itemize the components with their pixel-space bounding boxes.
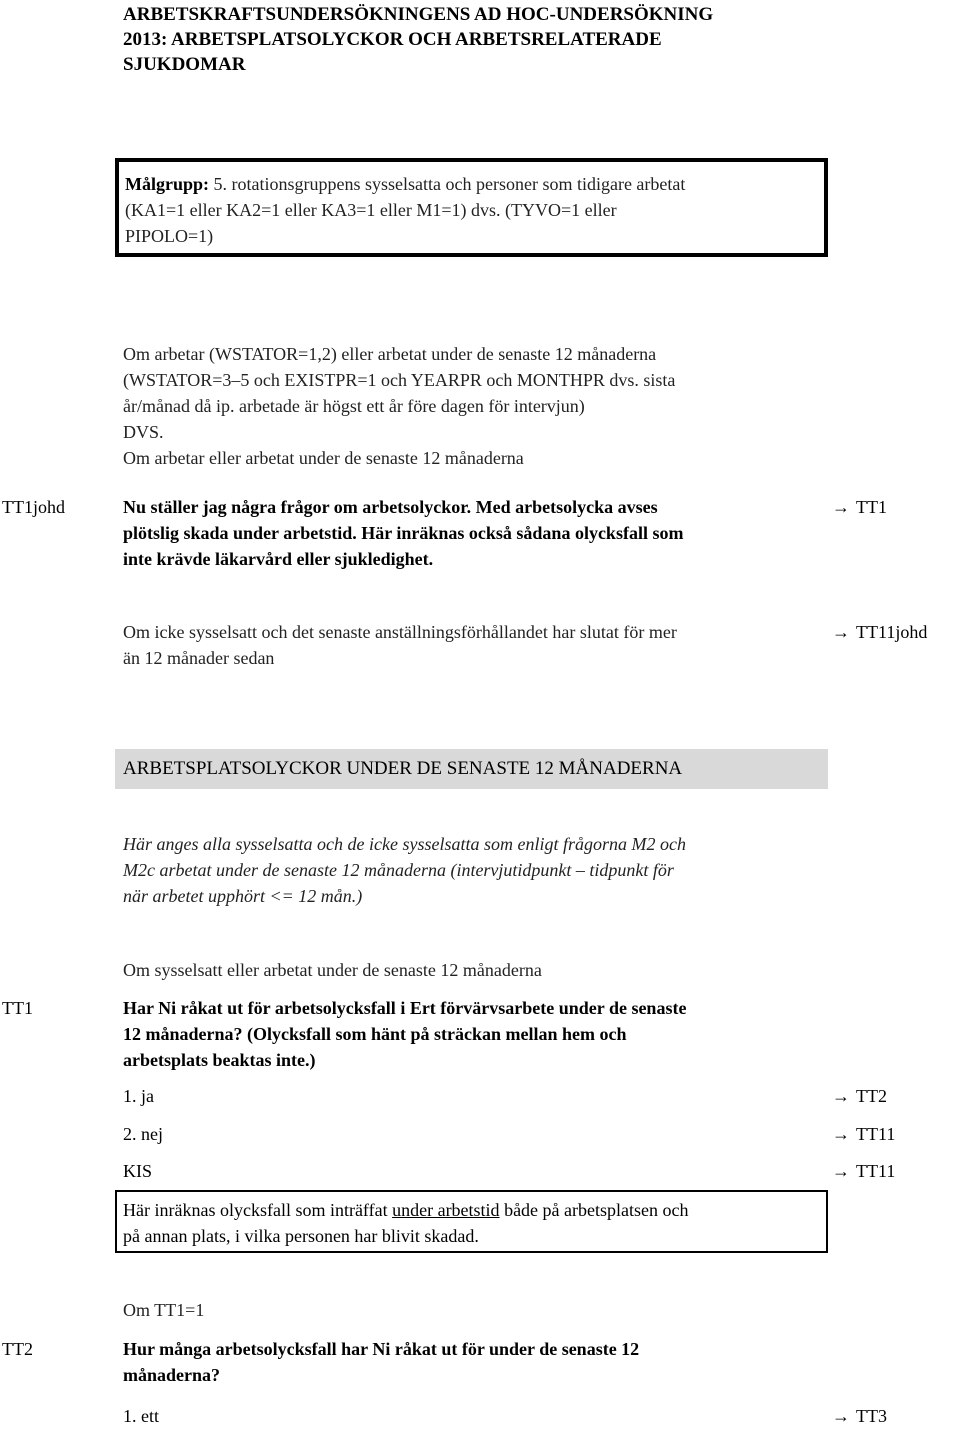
arrow-right-icon: →: [832, 1086, 850, 1106]
tt1johd-line-1: Nu ställer jag några frågor om arbetsolyckor. Med arbetsolycka avses: [123, 497, 658, 517]
section-note-line-1: Här anges alla sysselsatta och de icke sysselsatta som enligt frågorna M2 och: [123, 834, 686, 854]
tt1-option-3-route-target: TT11: [856, 1161, 896, 1181]
arrow-right-icon: →: [832, 1124, 850, 1144]
arrow-right-icon: →: [832, 1406, 850, 1426]
target-label: Målgrupp:: [125, 174, 210, 194]
title-line-2: 2013: ARBETSPLATSOLYCKOR OCH ARBETSRELATERADE: [123, 29, 662, 50]
tt1-option-2: 2. nej: [123, 1124, 163, 1144]
tt2-question-line-2: månaderna?: [123, 1365, 221, 1385]
tt1-option-1-route: [832, 1083, 887, 1109]
condition-b-line-1: Om icke sysselsatt och det senaste anställningsförhållandet har slutat för mer: [123, 622, 677, 642]
arrow-right-icon: →: [832, 622, 850, 642]
condition-b: [123, 619, 823, 671]
target-group-box: [115, 158, 828, 257]
target-line-3: PIPOLO=1): [125, 226, 214, 246]
tt1-option-3-route: [832, 1158, 895, 1184]
tt1-instruction-underlined: under arbetstid: [392, 1200, 500, 1220]
title-line-3: SJUKDOMAR: [123, 54, 246, 75]
tt1-instruction-line-1: [123, 1197, 826, 1223]
arrow-right-icon: →: [832, 1161, 850, 1181]
condition-a-line-5: Om arbetar eller arbetat under de senaste 12 månaderna: [123, 448, 524, 468]
tt1-option-3: KIS: [123, 1161, 153, 1181]
section-note-line-3: när arbetet upphört <= 12 mån.): [123, 886, 363, 906]
condition-a: [123, 341, 823, 471]
tt1-option-1: 1. ja: [123, 1086, 154, 1106]
tt1-question-line-1: Har Ni råkat ut för arbetsolycksfall i Ert förvärvsarbete under de senaste: [123, 998, 687, 1018]
section-heading: ARBETSPLATSOLYCKOR UNDER DE SENASTE 12 MÅNADERNA: [115, 749, 828, 789]
tt1-instruction-pre: Här inräknas olycksfall som inträffat: [123, 1200, 393, 1220]
target-line-2: (KA1=1 eller KA2=1 eller KA3=1 eller M1=1) dvs. (TYVO=1 eller: [125, 200, 617, 220]
tt1-instruction-post: både på arbetsplatsen och: [499, 1200, 689, 1220]
tt2-option-1: 1. ett: [123, 1406, 159, 1426]
tt2-question-line-1: Hur många arbetsolycksfall har Ni råkat ut för under de senaste 12: [123, 1339, 640, 1359]
tt1-question-line-3: arbetsplats beaktas inte.): [123, 1050, 316, 1070]
tt1-option-2-route-target: TT11: [856, 1124, 896, 1144]
section-note: [123, 831, 823, 909]
tt1johd-line-2: plötslig skada under arbetstid. Här inräknas också sådana olycksfall som: [123, 523, 684, 543]
tt2-code: TT2: [2, 1339, 33, 1359]
title-line-1: ARBETSKRAFTSUNDERSÖKNINGENS AD HOC-UNDERSÖKNING: [123, 4, 714, 25]
tt2-condition: Om TT1=1: [123, 1300, 205, 1320]
section-note-line-2: M2c arbetat under de senaste 12 månaderna (intervjutidpunkt – tidpunkt för: [123, 860, 674, 880]
target-line-1: [125, 171, 824, 197]
arrow-right-icon: →: [832, 497, 850, 517]
tt1johd-line-3: inte krävde läkarvård eller sjukledighet.: [123, 549, 434, 569]
condition-b-route-target: TT11johd: [856, 622, 928, 642]
tt1-code: TT1: [2, 998, 33, 1018]
tt1-question: [123, 995, 828, 1073]
tt2-option-1-route-target: TT3: [856, 1406, 887, 1426]
tt1-question-line-2: 12 månaderna? (Olycksfall som hänt på sträckan mellan hem och: [123, 1024, 627, 1044]
tt1johd-text: [123, 494, 828, 572]
condition-b-line-2: än 12 månader sedan: [123, 648, 275, 668]
condition-a-line-4: DVS.: [123, 422, 164, 442]
tt1johd-code: TT1johd: [2, 497, 65, 517]
tt1-instruction-box: [115, 1190, 828, 1253]
tt1-option-1-route-target: TT2: [856, 1086, 887, 1106]
tt2-question: [123, 1336, 828, 1388]
condition-a-line-3: år/månad då ip. arbetade är högst ett år före dagen för intervjun): [123, 396, 585, 416]
tt1-instruction-line-2: på annan plats, i vilka personen har blivit skadad.: [123, 1226, 479, 1246]
tt2-option-1-route: [832, 1403, 887, 1429]
condition-b-route: [832, 619, 927, 645]
document-title: [123, 2, 823, 77]
condition-a-line-2: (WSTATOR=3–5 och EXISTPR=1 och YEARPR och MONTHPR dvs. sista: [123, 370, 676, 390]
tt1-option-2-route: [832, 1121, 895, 1147]
tt1-condition: Om sysselsatt eller arbetat under de senaste 12 månaderna: [123, 960, 542, 980]
tt1johd-route-target: TT1: [856, 497, 887, 517]
tt1johd-route: [832, 494, 887, 520]
condition-a-line-1: Om arbetar (WSTATOR=1,2) eller arbetat under de senaste 12 månaderna: [123, 344, 657, 364]
target-line-1-text: 5. rotationsgruppens sysselsatta och personer som tidigare arbetat: [213, 174, 686, 194]
